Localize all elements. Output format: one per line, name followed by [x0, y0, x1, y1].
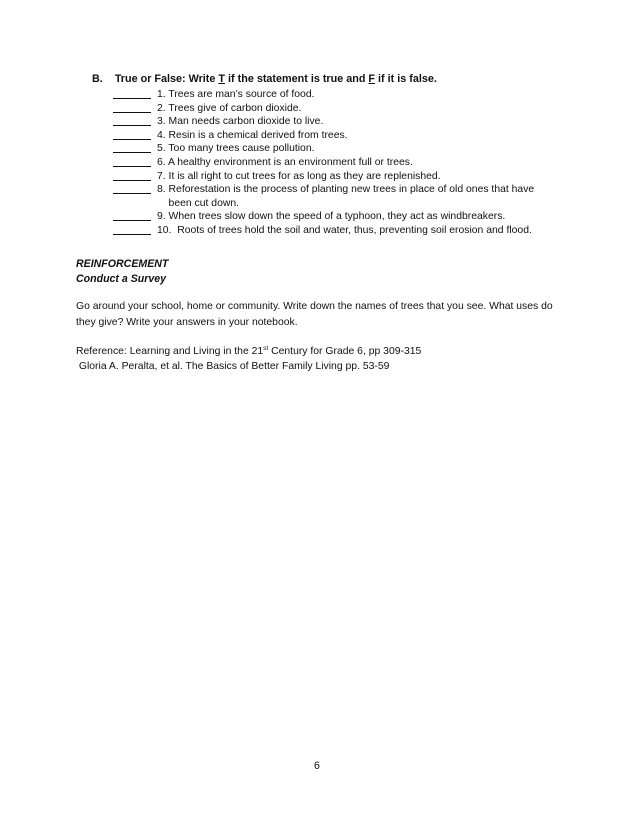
list-item	[113, 129, 534, 143]
answer-blank[interactable]	[113, 88, 151, 99]
list-item	[113, 170, 534, 184]
list-item	[113, 88, 534, 102]
item-text: 4. Resin is a chemical derived from trees.	[157, 129, 348, 141]
list-item	[113, 102, 534, 116]
answer-blank[interactable]	[113, 129, 151, 140]
answer-blank[interactable]	[113, 224, 151, 235]
item-text: 2. Trees give of carbon dioxide.	[157, 102, 302, 114]
list-item	[113, 115, 534, 129]
item-text: 8. Reforestation is the process of planting new trees in place of old ones that have been cut down.	[157, 184, 535, 209]
item-text: 6. A healthy environment is an environment full or trees.	[157, 156, 413, 168]
answer-blank[interactable]	[113, 115, 151, 126]
list-item	[113, 183, 534, 210]
answer-blank[interactable]	[113, 102, 151, 113]
heading-text-mid: if the statement is true and	[225, 73, 369, 85]
answer-blank[interactable]	[113, 142, 151, 153]
answer-blank[interactable]	[113, 156, 151, 167]
heading-t: T	[218, 73, 226, 85]
section-b-heading	[92, 73, 437, 85]
section-label: B.	[92, 73, 103, 85]
answer-blank[interactable]	[113, 170, 151, 181]
item-text: 5. Too many trees cause pollution.	[157, 143, 315, 155]
list-item	[113, 224, 534, 238]
superscript: st	[263, 345, 269, 352]
reinforcement-subtitle: Conduct a Survey	[76, 273, 167, 285]
true-false-list	[113, 88, 534, 238]
item-text: 3. Man needs carbon dioxide to live.	[157, 116, 324, 128]
answer-blank[interactable]	[113, 183, 151, 194]
page-number: 6	[314, 760, 320, 772]
answer-blank[interactable]	[113, 210, 151, 221]
reference-line-1	[76, 341, 421, 359]
reference-text: Reference: Learning and Living in the 21	[76, 346, 264, 357]
item-text: 10. Roots of trees hold the soil and water, thus, preventing soil erosion and flood.	[157, 224, 532, 236]
item-text: 9. When trees slow down the speed of a typhoon, they act as windbreakers.	[157, 211, 506, 223]
heading-text-pre: True or False: Write	[114, 73, 219, 85]
list-item	[113, 156, 534, 170]
reference-line-2: Gloria A. Peralta, et al. The Basics of Better Family Living pp. 53-59	[76, 361, 390, 372]
reinforcement-title: REINFORCEMENT	[76, 258, 169, 270]
survey-instructions: Go around your school, home or community. Write down the names of trees that you see. What uses do they give? Write your answers in your notebook.	[76, 301, 553, 328]
list-item	[113, 210, 534, 224]
heading-f: F	[368, 73, 376, 85]
item-text: 1. Trees are man’s source of food.	[157, 89, 315, 100]
references	[76, 341, 421, 374]
heading-text-post: if it is false.	[375, 73, 437, 85]
reinforcement-heading	[76, 257, 168, 287]
item-text: 7. It is all right to cut trees for as long as they are replenished.	[157, 170, 441, 182]
reference-text: Century for Grade 6, pp 309-315	[268, 346, 422, 357]
list-item	[113, 142, 534, 156]
